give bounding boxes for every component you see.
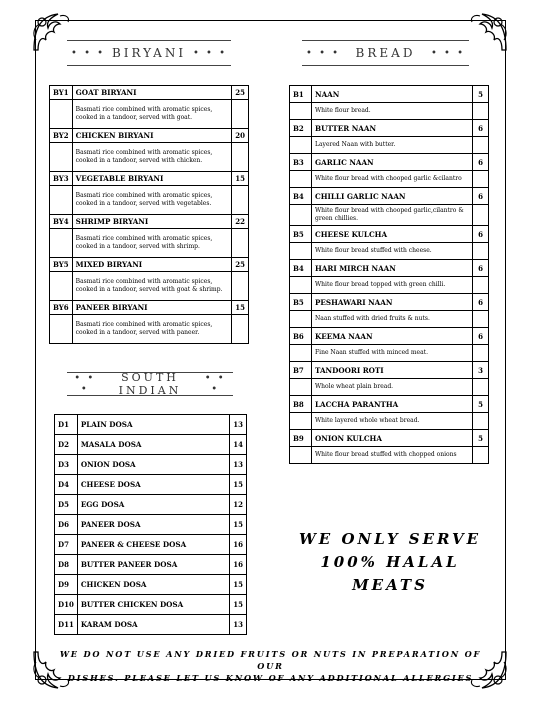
item-name: ONION KULCHA	[312, 430, 473, 447]
halal-line: MEATS	[352, 576, 428, 594]
menu-item-row	[55, 515, 247, 535]
menu-item-description-row	[50, 143, 249, 172]
item-name: MIXED BIRYANI	[72, 258, 232, 272]
item-price: 13	[230, 415, 247, 435]
menu-item-row	[290, 294, 489, 311]
blank-cell	[290, 277, 312, 294]
blank-cell	[290, 311, 312, 328]
item-name: NAAN	[312, 86, 473, 103]
menu-item-description-row	[50, 186, 249, 215]
item-price: 15	[232, 301, 249, 315]
item-name: TANDOORI ROTI	[312, 362, 473, 379]
blank-cell	[232, 143, 249, 172]
item-name: KEEMA NAAN	[312, 328, 473, 345]
item-description: Basmati rice combined with aromatic spices, cooked in a tandoor, served with chicken.	[72, 143, 232, 172]
item-name: ONION DOSA	[77, 455, 229, 475]
menu-item-row	[290, 226, 489, 243]
item-name: GOAT BIRYANI	[72, 86, 232, 100]
blank-cell	[473, 171, 489, 188]
blank-cell	[290, 379, 312, 396]
item-code: B2	[290, 120, 312, 137]
item-name: PESHAWARI NAAN	[312, 294, 473, 311]
blank-cell	[50, 315, 73, 344]
header-dots: • • •	[74, 373, 96, 395]
bread-menu-table	[289, 85, 489, 464]
blank-cell	[473, 277, 489, 294]
south-indian-section-header	[67, 372, 233, 396]
item-description: White flour bread topped with green chilli.	[312, 277, 473, 294]
item-name: PANEER DOSA	[77, 515, 229, 535]
menu-item-row	[55, 555, 247, 575]
item-code: B4	[290, 260, 312, 277]
allergy-line: WE DO NOT USE ANY DRIED FRUITS OR NUTS IN PREPARATION OF OUR	[59, 649, 482, 671]
blank-cell	[290, 447, 312, 464]
menu-item-description-row	[290, 345, 489, 362]
south-indian-menu-table	[54, 414, 247, 635]
item-name: CHEESE DOSA	[77, 475, 229, 495]
item-price: 13	[230, 615, 247, 635]
item-code: B6	[290, 328, 312, 345]
item-code: D1	[55, 415, 78, 435]
menu-item-row	[55, 575, 247, 595]
item-name: HARI MIRCH NAAN	[312, 260, 473, 277]
menu-item-description-row	[50, 100, 249, 129]
item-price: 25	[232, 86, 249, 100]
item-price: 3	[473, 362, 489, 379]
item-price: 15	[230, 475, 247, 495]
menu-item-description-row	[290, 277, 489, 294]
item-description: Basmati rice combined with aromatic spices, cooked in a tandoor, served with vegetables.	[72, 186, 232, 215]
item-description: Naan stuffed with dried fruits & nuts.	[312, 311, 473, 328]
menu-item-description-row	[290, 413, 489, 430]
item-name: VEGETABLE BIRYANI	[72, 172, 232, 186]
item-code: B9	[290, 430, 312, 447]
menu-item-row	[290, 120, 489, 137]
item-code: D6	[55, 515, 78, 535]
menu-item-row	[55, 535, 247, 555]
item-code: B5	[290, 226, 312, 243]
header-dots: • • •	[204, 373, 226, 395]
item-code: D2	[55, 435, 78, 455]
bread-section-header	[302, 40, 469, 66]
section-title: SOUTH INDIAN	[118, 371, 182, 397]
menu-item-description-row	[290, 171, 489, 188]
item-price: 6	[473, 226, 489, 243]
item-description: Fine Naan stuffed with minced meat.	[312, 345, 473, 362]
item-code: BY5	[50, 258, 73, 272]
item-description: Basmati rice combined with aromatic spices, cooked in a tandoor, served with shrimp.	[72, 229, 232, 258]
ornate-corner-flourish-icon	[466, 10, 510, 54]
item-code: B1	[290, 86, 312, 103]
blank-cell	[232, 315, 249, 344]
menu-item-row	[290, 396, 489, 413]
item-price: 6	[473, 260, 489, 277]
item-price: 12	[230, 495, 247, 515]
item-price: 16	[230, 535, 247, 555]
menu-item-row	[50, 129, 249, 143]
item-price: 6	[473, 120, 489, 137]
item-name: BUTTER PANEER DOSA	[77, 555, 229, 575]
blank-cell	[232, 229, 249, 258]
item-code: D11	[55, 615, 78, 635]
item-code: D8	[55, 555, 78, 575]
menu-item-row	[290, 86, 489, 103]
halal-notice	[295, 528, 485, 597]
item-price: 13	[230, 455, 247, 475]
item-code: B4	[290, 188, 312, 205]
item-code: B5	[290, 294, 312, 311]
blank-cell	[290, 243, 312, 260]
item-price: 6	[473, 188, 489, 205]
blank-cell	[290, 413, 312, 430]
item-code: BY4	[50, 215, 73, 229]
item-description: Whole wheat plain bread.	[312, 379, 473, 396]
item-price: 15	[230, 515, 247, 535]
menu-item-row	[290, 430, 489, 447]
blank-cell	[473, 137, 489, 154]
menu-item-row	[290, 362, 489, 379]
item-name: BUTTER CHICKEN DOSA	[77, 595, 229, 615]
item-name: PANEER & CHEESE DOSA	[77, 535, 229, 555]
item-description: Basmati rice combined with aromatic spices, cooked in a tandoor, served with paneer.	[72, 315, 232, 344]
item-price: 15	[232, 172, 249, 186]
item-description: White flour bread with chooped garlic,cilantro & green chillies.	[312, 205, 473, 226]
blank-cell	[50, 272, 73, 301]
item-code: BY3	[50, 172, 73, 186]
menu-item-description-row	[290, 379, 489, 396]
item-price: 5	[473, 396, 489, 413]
item-name: PANEER BIRYANI	[72, 301, 232, 315]
menu-item-description-row	[50, 229, 249, 258]
item-code: D4	[55, 475, 78, 495]
biryani-section-header	[67, 40, 231, 66]
item-code: D7	[55, 535, 78, 555]
blank-cell	[290, 103, 312, 120]
header-dots: • • •	[71, 47, 106, 59]
item-code: BY1	[50, 86, 73, 100]
menu-item-description-row	[290, 447, 489, 464]
menu-item-row	[55, 495, 247, 515]
menu-item-description-row	[290, 311, 489, 328]
menu-item-row	[290, 154, 489, 171]
halal-line: 100% HALAL	[320, 553, 460, 571]
menu-item-description-row	[50, 272, 249, 301]
item-name: CHICKEN DOSA	[77, 575, 229, 595]
item-code: B7	[290, 362, 312, 379]
blank-cell	[290, 137, 312, 154]
item-code: D9	[55, 575, 78, 595]
menu-item-row	[55, 475, 247, 495]
blank-cell	[290, 205, 312, 226]
header-dots: • • •	[306, 47, 341, 59]
blank-cell	[473, 447, 489, 464]
menu-item-row	[290, 260, 489, 277]
item-name: GARLIC NAAN	[312, 154, 473, 171]
menu-item-row	[50, 301, 249, 315]
menu-item-row	[290, 328, 489, 345]
item-price: 5	[473, 430, 489, 447]
menu-item-row	[55, 615, 247, 635]
blank-cell	[473, 103, 489, 120]
blank-cell	[290, 345, 312, 362]
item-description: Basmati rice combined with aromatic spices, cooked in a tandoor, served with goat.	[72, 100, 232, 129]
item-description: White layered whole wheat bread.	[312, 413, 473, 430]
menu-item-description-row	[290, 243, 489, 260]
section-title: BIRYANI	[111, 46, 187, 60]
biryani-menu-table	[49, 85, 249, 344]
blank-cell	[473, 379, 489, 396]
item-name: CHICKEN BIRYANI	[72, 129, 232, 143]
blank-cell	[232, 186, 249, 215]
blank-cell	[473, 243, 489, 260]
item-price: 6	[473, 294, 489, 311]
item-name: CHEESE KULCHA	[312, 226, 473, 243]
allergy-line: DISHES. PLEASE LET US KNOW OF ANY ADDITIONAL ALLERGIES	[67, 673, 474, 683]
blank-cell	[290, 171, 312, 188]
menu-item-description-row	[290, 137, 489, 154]
blank-cell	[232, 100, 249, 129]
item-name: BUTTER NAAN	[312, 120, 473, 137]
item-description: White flour bread stuffed with cheese.	[312, 243, 473, 260]
blank-cell	[50, 143, 73, 172]
menu-item-row	[50, 215, 249, 229]
item-description: Layered Naan with butter.	[312, 137, 473, 154]
menu-item-row	[50, 86, 249, 100]
header-dots: • • •	[192, 47, 227, 59]
item-price: 6	[473, 328, 489, 345]
item-price: 15	[230, 575, 247, 595]
item-name: LACCHA PARANTHA	[312, 396, 473, 413]
item-price: 25	[232, 258, 249, 272]
blank-cell	[232, 272, 249, 301]
menu-item-description-row	[50, 315, 249, 344]
item-code: D10	[55, 595, 78, 615]
menu-item-row	[55, 455, 247, 475]
section-title: BREAD	[355, 46, 416, 60]
item-name: CHILLI GARLIC NAAN	[312, 188, 473, 205]
item-name: EGG DOSA	[77, 495, 229, 515]
menu-item-row	[55, 435, 247, 455]
item-price: 16	[230, 555, 247, 575]
item-code: B8	[290, 396, 312, 413]
blank-cell	[473, 205, 489, 226]
item-description: White flour bread.	[312, 103, 473, 120]
item-price: 6	[473, 154, 489, 171]
blank-cell	[50, 229, 73, 258]
menu-item-row	[290, 188, 489, 205]
menu-item-row	[50, 172, 249, 186]
item-name: SHRIMP BIRYANI	[72, 215, 232, 229]
menu-item-description-row	[290, 103, 489, 120]
item-code: D5	[55, 495, 78, 515]
item-name: PLAIN DOSA	[77, 415, 229, 435]
item-name: KARAM DOSA	[77, 615, 229, 635]
item-description: White flour bread stuffed with chopped onions	[312, 447, 473, 464]
item-price: 22	[232, 215, 249, 229]
item-description: Basmati rice combined with aromatic spices, cooked in a tandoor, served with goat & shrimp.	[72, 272, 232, 301]
allergy-notice	[45, 648, 496, 684]
blank-cell	[473, 345, 489, 362]
header-dots: • • •	[430, 47, 465, 59]
item-price: 15	[230, 595, 247, 615]
menu-item-row	[50, 258, 249, 272]
item-code: BY6	[50, 301, 73, 315]
item-code: B3	[290, 154, 312, 171]
menu-item-row	[55, 595, 247, 615]
item-name: MASALA DOSA	[77, 435, 229, 455]
blank-cell	[473, 311, 489, 328]
menu-item-description-row	[290, 205, 489, 226]
item-price: 20	[232, 129, 249, 143]
halal-line: WE ONLY SERVE	[298, 530, 482, 548]
item-code: BY2	[50, 129, 73, 143]
blank-cell	[473, 413, 489, 430]
blank-cell	[50, 186, 73, 215]
item-price: 14	[230, 435, 247, 455]
blank-cell	[50, 100, 73, 129]
item-price: 5	[473, 86, 489, 103]
item-description: White flour bread with chooped garlic &cilantro	[312, 171, 473, 188]
item-code: D3	[55, 455, 78, 475]
menu-item-row	[55, 415, 247, 435]
